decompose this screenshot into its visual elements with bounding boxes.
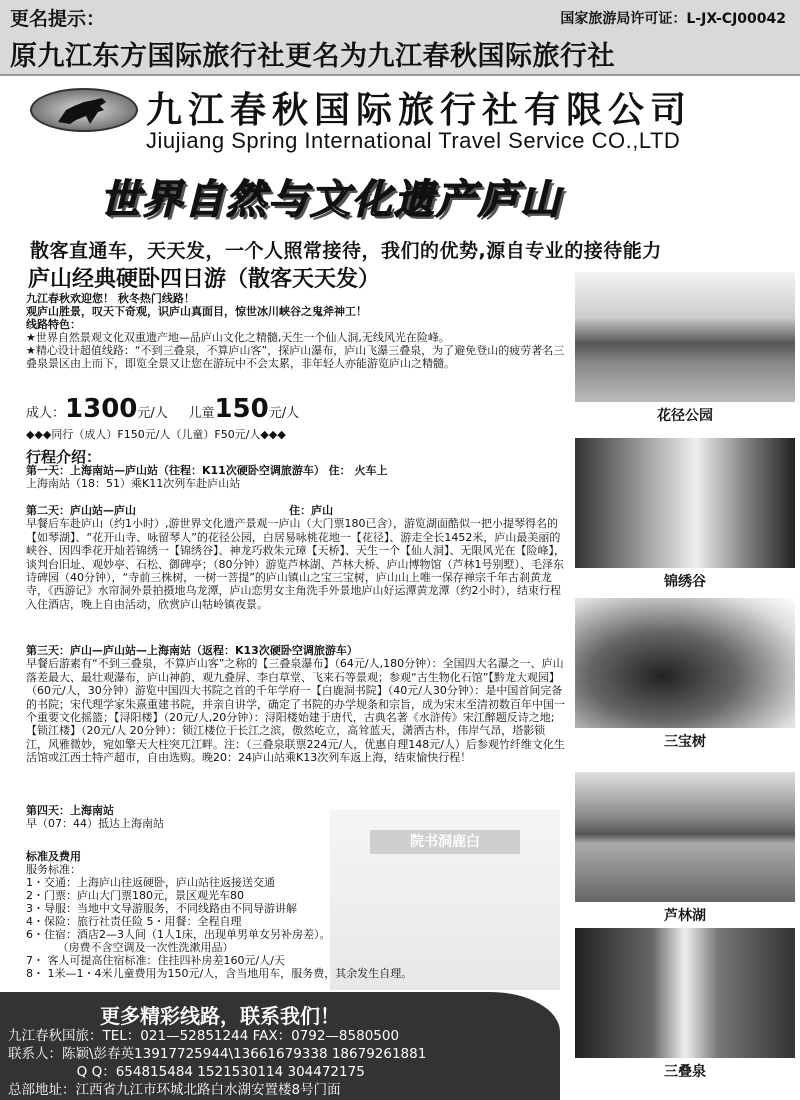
- adult-unit: 元/人: [137, 406, 168, 421]
- contact-headline: 更多精彩线路，联系我们！: [100, 1004, 340, 1028]
- highlight-line: 观庐山胜景，叹天下奇观，识庐山真面目，惊世冰川峡谷之鬼斧神工！: [26, 305, 367, 318]
- child-unit: 元/人: [268, 406, 300, 421]
- standard-item: 3・导服：当地中文导游服务，不同线路由不同导游讲解: [26, 902, 297, 915]
- photo-caption: 三宝树: [664, 734, 706, 750]
- standard-item: 1・交通：上海庐山往返硬卧，庐山站往返接送交通: [26, 876, 275, 889]
- company-logo: [30, 88, 138, 132]
- photo-caption: 锦绣谷: [664, 574, 706, 590]
- notice-label: 更名提示：: [10, 8, 106, 30]
- contact-address: 总部地址：江西省九江市环城北路白水湖安置楼8号门面: [8, 1082, 341, 1098]
- child-price: 150: [214, 394, 269, 424]
- itinerary-day: [26, 504, 566, 611]
- photo-card: [575, 272, 795, 425]
- standard-item: 4・保险：旅行社责任险 5・用餐：全程自理: [26, 915, 242, 928]
- day-body: 早（07：44）抵达上海南站: [26, 817, 164, 831]
- child-label: 儿童: [188, 406, 215, 421]
- gate-plaque: 院书洞鹿白: [370, 830, 520, 854]
- standards-title: 标准及费用: [26, 850, 81, 863]
- day-title: 第一天：上海南站—庐山站（往程：K11次硬卧空调旅游车） 住： 火车上: [26, 464, 388, 477]
- standard-item: 2・门票：庐山大门票180元，景区观光车80: [26, 889, 244, 902]
- contact-phone: 九江春秋国旅：TEL：021—52851244 FAX：0792—8580500: [8, 1028, 400, 1044]
- photo-caption: 三叠泉: [664, 1064, 706, 1080]
- standard-item: （房费不含空调及一次性洗漱用品）: [26, 941, 234, 954]
- tour-intro: [26, 292, 566, 370]
- photo-card: [575, 928, 795, 1081]
- photo-caption: 芦林湖: [664, 908, 706, 924]
- service-standards: [26, 850, 566, 980]
- rename-notice-banner: [0, 0, 800, 76]
- standards-label: 服务标准：: [26, 863, 81, 876]
- photo-card: [575, 598, 795, 751]
- scenery-photo: [575, 598, 795, 728]
- photo-card: [575, 772, 795, 925]
- horse-logo-icon: [54, 96, 118, 126]
- features-label: 线路特色：: [26, 318, 81, 331]
- standard-item: 6・住宿：酒店2—3人间（1人1床，出现单男单女另补房差）。: [26, 928, 331, 941]
- itinerary-day: [26, 464, 566, 491]
- photo-card: [575, 438, 795, 591]
- adult-label: 成人：: [26, 406, 66, 421]
- scenery-photo: [575, 772, 795, 902]
- main-slogan: 世界自然与文化遗产庐山: [100, 177, 562, 223]
- license-number: 国家旅游局许可证：L-JX-CJ00042: [560, 11, 786, 27]
- feature-item: ★精心设计超值线路：“不到三叠泉，不算庐山客”，探庐山瀑布，庐山飞瀑三叠泉，为了避免登山的疲劳著名三叠泉景区由上而下，即览全景又让您在游玩中不会太累，非年轻人亦能游览庐山之精髓。: [26, 344, 565, 370]
- peer-price: ◆◆◆同行（成人）F150元/人（儿童）F50元/人◆◆◆: [26, 428, 286, 441]
- company-name-cn: 九江春秋国际旅行社有限公司: [146, 89, 693, 131]
- standard-item: 8・ 1米—1・4米儿童费用为150元/人，含当地用车，服务费，其余发生自理。: [26, 967, 413, 980]
- welcome-line: 九江春秋欢迎您！ 秋冬热门线路！: [26, 292, 195, 305]
- rename-notice: 原九江东方国际旅行社更名为九江春秋国际旅行社: [10, 41, 615, 72]
- price-row: [26, 394, 299, 424]
- sub-slogan: 散客直通车，天天发，一个人照常接待，我们的优势,源自专业的接待能力: [30, 240, 662, 262]
- scenery-photo: [575, 928, 795, 1058]
- feature-item: ★世界自然景观文化双重遗产地—品庐山文化之精髓,天生一个仙人洞,无线风光在险峰。: [26, 331, 450, 344]
- standard-item: 7・ 客人可提高住宿标准：住挂四补房差160元/人/天: [26, 954, 285, 967]
- adult-price: 1300: [65, 394, 138, 424]
- contact-qq: Q Q：654815484 1521530114 304472175: [8, 1064, 365, 1080]
- scenery-photo: [575, 438, 795, 568]
- contact-persons: 联系人：陈颖\彭春英13917725944\13661679338 18679261881: [8, 1046, 427, 1062]
- day-body: 早餐后游素有“不到三叠泉，不算庐山客”之称的【三叠泉瀑布】（64元/人,180分钟）：全国四大名瀑之一、庐山落差最大、最壮观瀑布，庐山神韵、观九叠屏、李白草堂、飞来石等景观；参观“古生物化石馆”【黔龙大观园】（60元/人，30分钟）游览中国四大书院之首的千年学府一【白鹿洞书院】（40元/人30分钟）：是中国首间完备的书院；宋代理学家朱熹重建书院，并亲自讲学，确定了书院的办学规条和宗旨，成为宋末至清初数百年中国一个重要文化摇篮；【浔阳楼】（20元/人,20分钟）：浔阳楼始建于唐代，古典名著《水浒传》宋江醉题反诗之地;【锁江楼】（20元/人 20分钟）：锁江楼位于长江之滨，傲然屹立，高耸蓝天，潇洒古朴，伟岸气昂，塔影锁江，风雅微妙，宛如擎天大柱突兀江畔。注：（三叠泉联票224元/人，优惠自理148元/人）后参观竹纤维文化生活馆或江西土特产超市，自由选购。晚20：24庐山站乘K13次列车返上海，结束愉快行程！: [26, 657, 565, 765]
- scenery-photo: [575, 272, 795, 402]
- day-title: 第二天：庐山站—庐山 住：庐山: [26, 504, 334, 517]
- day-body: 上海南站（18：51）乘K11次列车赴庐山站: [26, 477, 241, 491]
- itinerary-day: [26, 644, 566, 765]
- day-title: 第三天：庐山—庐山站—上海南站（返程：K13次硬卧空调旅游车）: [26, 644, 358, 657]
- tour-title: 庐山经典硬卧四日游（散客天天发）: [28, 267, 381, 292]
- company-name-en: Jiujiang Spring International Travel Service CO.,LTD: [146, 128, 681, 153]
- day-title: 第四天：上海南站: [26, 804, 114, 817]
- day-body: 早餐后车赴庐山（约1小时）,游世界文化遗产景观一庐山（大门票180已含），游览湖面酷似一把小提琴得名的【如琴湖】、“花开山寺、咏留琴人”的花径公园，白居易咏桃花地一【花径】、游走全长1452米，庐山最美丽的峡谷、因四季花开灿若锦绣一【锦绣谷】、神龙巧救朱元璋【天桥】、天生一个【仙人洞】、无限风光在【险峰】，谈判台旧址、观妙亭、石松、御碑亭；（80分钟）游览芦林湖、芦林大桥、庐山博物馆（芦林1号别墅）、毛泽东诗碑园（40分钟），“寺前三株树，一树一菩提”的庐山镇山之宝三宝树，庐山山上唯一保存禅宗千年古刹黄龙寺，《西游记》水帘洞外景拍摄地乌龙潭，庐山恋男女主角洗手外景地庐山好运潭黄龙潭（约2小时），结束行程入住酒店，晚上自由活动，欣赏庐山牯岭镇夜景。: [26, 517, 565, 611]
- photo-caption: 花径公园: [657, 408, 713, 424]
- itinerary-title: 行程介绍：: [26, 448, 102, 466]
